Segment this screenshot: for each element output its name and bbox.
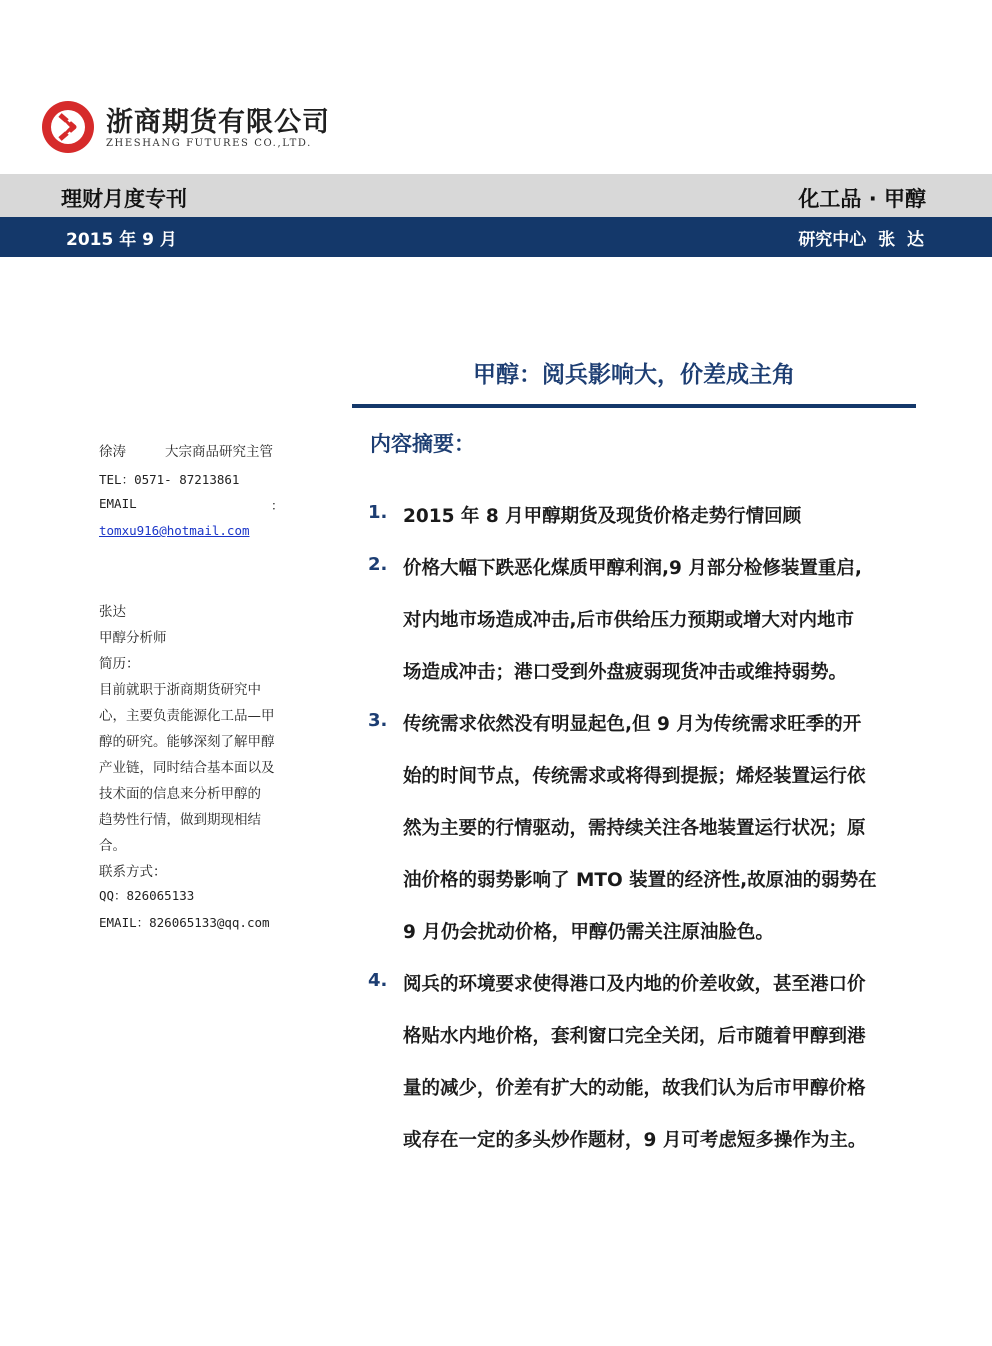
- item-line: 2015 年 8 月甲醇期货及现货价格走势行情回顾: [403, 506, 802, 527]
- item-number: 4.: [368, 970, 388, 991]
- analyst1-role: 大宗商品研究主管: [165, 444, 273, 460]
- analyst1-email-link[interactable]: tomxu916@hotmail.com: [99, 523, 250, 538]
- analyst2-contact-label: 联系方式：: [99, 864, 167, 880]
- item-line: 然为主要的行情驱动，需持续关注各地装置运行状况；原: [403, 818, 866, 839]
- item-line: 格贴水内地价格，套利窗口完全关闭，后市随着甲醇到港: [403, 1026, 866, 1047]
- title-divider: [352, 404, 916, 408]
- item-line: 阅兵的环境要求使得港口及内地的价差收敛，甚至港口价: [403, 974, 866, 995]
- report-date: 2015 年 9 月: [66, 230, 177, 250]
- analyst1-tel: TEL：0571- 87213861: [99, 472, 240, 487]
- analyst2-resume-label: 简历：: [99, 656, 140, 672]
- item-line: 或存在一定的多头炒作题材，9 月可考虑短多操作为主。: [403, 1130, 867, 1151]
- sector-label: 化工品 · 甲醇: [798, 187, 926, 211]
- resume-line: 趋势性行情，做到期现相结: [99, 812, 261, 828]
- analyst1-email-colon: ：: [271, 498, 284, 513]
- summary-heading: 内容摘要：: [370, 432, 475, 456]
- company-logo-icon: [40, 99, 96, 155]
- item-line: 传统需求依然没有明显起色,但 9 月为传统需求旺季的开: [403, 714, 862, 735]
- analyst2-role: 甲醇分析师: [99, 630, 167, 646]
- item-line: 量的减少，价差有扩大的动能，故我们认为后市甲醇价格: [403, 1078, 866, 1099]
- report-type: 理财月度专刊: [61, 187, 187, 211]
- analyst2-email: EMAIL：826065133@qq.com: [99, 915, 270, 930]
- item-number: 2.: [368, 554, 388, 575]
- company-name-cn: 浙商期货有限公司: [106, 107, 330, 138]
- resume-line: 技术面的信息来分析甲醇的: [99, 786, 261, 802]
- item-line: 油价格的弱势影响了 MTO 装置的经济性,故原油的弱势在: [403, 870, 877, 891]
- company-name-en: ZHESHANG FUTURES CO.,LTD.: [106, 138, 312, 149]
- resume-line: 目前就职于浙商期货研究中: [99, 682, 261, 698]
- item-line: 场造成冲击；港口受到外盘疲弱现货冲击或维持弱势。: [403, 662, 848, 683]
- analyst2-name: 张达: [99, 604, 126, 620]
- item-number: 1.: [368, 502, 388, 523]
- analyst1-name: 徐涛: [99, 444, 126, 460]
- resume-line: 产业链，同时结合基本面以及: [99, 760, 275, 776]
- resume-line: 心，主要负责能源化工品—甲: [99, 708, 275, 724]
- resume-line: 合。: [99, 838, 126, 854]
- item-number: 3.: [368, 710, 388, 731]
- item-line: 对内地市场造成冲击,后市供给压力预期或增大对内地市: [403, 610, 855, 631]
- item-line: 9 月仍会扰动价格，甲醇仍需关注原油脸色。: [403, 922, 774, 943]
- analyst2-qq: QQ：826065133: [99, 888, 195, 903]
- report-title: 甲醇：阅兵影响大，价差成主角: [473, 362, 795, 388]
- item-line: 始的时间节点，传统需求或将得到提振；烯烃装置运行依: [403, 766, 866, 787]
- author-line: 研究中心 张 达: [798, 230, 924, 250]
- resume-line: 醇的研究。能够深刻了解甲醇: [99, 734, 275, 750]
- analyst1-email-label: EMAIL: [99, 496, 137, 511]
- item-line: 价格大幅下跌恶化煤质甲醇利润,9 月部分检修装置重启,: [403, 558, 862, 579]
